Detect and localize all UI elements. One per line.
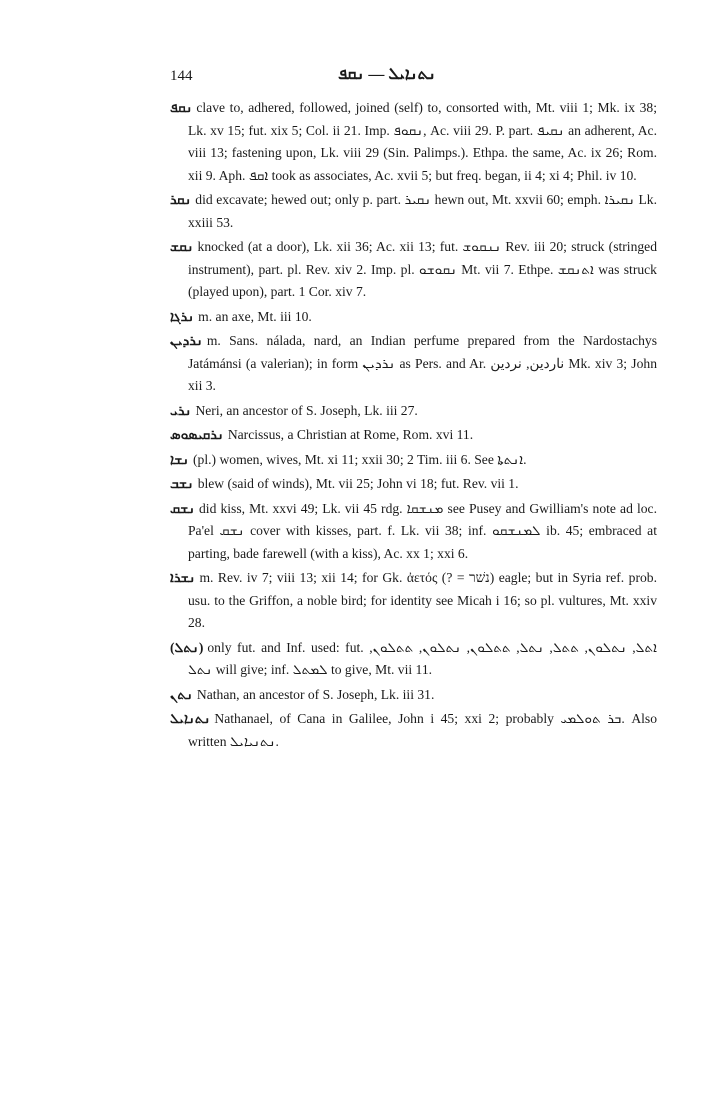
definition: clave to, adhered, followed, joined (self) to, consorted with, Mt. viii 1; Mk. ix 38; Lk. xv 15; fut. xix 5; Col. ii 21. Imp. ܢܩܘܦ, Ac. viii 29. P. part. ܢܩܝܦ an adherent, Ac. viii 13; fastening upon, Lk. viii 29 (Sin. Palimps.). Ethpa. the same, Ac. ix 26; Rom. xii 9. Aph. ܐܩܦ took as associates, Ac. xvii 5; but freq. began, ii 4; xi 4; Phil. iv 10. (188, 100, 657, 183)
entry-nqr (170, 189, 657, 234)
definition: blew (said of winds), Mt. vii 25; John vi 18; fut. Rev. vii 1. (197, 476, 519, 491)
entry-nathanael (170, 708, 657, 753)
headword: ܢܪܓܐ (170, 308, 195, 324)
entry-narcissus (170, 424, 657, 447)
definition: did excavate; hewed out; only p. part. ܢܩܝܪ hewn out, Mt. xxvii 60; emph. ܢܩܝܪܐ Lk. xxiii 53. (188, 192, 657, 230)
headword: ܢܫܒ (170, 476, 194, 491)
entry-nathan (170, 684, 657, 707)
entry-neri (170, 400, 657, 423)
entry-eagle (170, 567, 657, 635)
headword: (ܢܬܠ) (170, 639, 204, 655)
headword: ܢܩܪ (170, 192, 192, 207)
definition: Narcissus, a Christian at Rome, Rom. xvi 11. (227, 427, 474, 442)
headword: ܢܪܕܝܢ (170, 333, 203, 348)
definition: m. Sans. nálada, nard, an Indian perfume prepared from the Nardostachys Jatámánsi (a valerian); in form ܢܪܕܝܢ as Pers. and Ar. ناردين, نردين Mk. xiv 3; John xii 3. (188, 333, 657, 393)
definition: did kiss, Mt. xxvi 49; Lk. vii 45 rdg. ܡܢܫܩܐ see Pusey and Gwilliam's note ad loc. Pa'el ܢܫܩ cover with kisses, part. f. Lk. vii 38; inf. ܠܡܢܫܩܘ ib. 45; embraced at parting, bade farewell (with a kiss), Ac. xx 1; xxi 6. (188, 500, 657, 561)
entry-women (170, 449, 657, 472)
headword: ܢܫܩ (170, 500, 195, 516)
entry-list (170, 97, 657, 755)
definition: m. Rev. iv 7; viii 13; xii 14; for Gk. ἀετός (? = נשׁר) eagle; but in Syria ref. prob. usu. to the Griffon, a noble bird; for identity see Micah i 16; so pl. vultures, Mt. xxiv 28. (188, 570, 657, 630)
definition: m. an axe, Mt. iii 10. (198, 308, 312, 324)
page-number: 144 (170, 68, 193, 84)
headword: ܢܩܦ (170, 100, 193, 115)
entry-ntl (170, 637, 657, 682)
entry-nqp (170, 97, 657, 187)
headword: ܢܪܩܝܣܘܣ (170, 427, 224, 442)
entry-kiss (170, 498, 657, 566)
entry-blew (170, 473, 657, 496)
entry-nqsh (170, 236, 657, 304)
headword: ܢܩܫ (170, 239, 194, 254)
definition: only fut. and Inf. used: fut. ܐܬܠ, ܢܬܠܘܢ, ܬܬܠ, ܢܬܠ, ܬܬܠܘܢ, ܢܬܠܘܢ, ܬܬܠܘܢ, ܢܬܠ will give; inf. ܠܡܬܠ to give, Mt. vii 11. (188, 639, 657, 677)
definition: knocked (at a door), Lk. xii 36; Ac. xii 13; fut. ܢܢܩܘܫ Rev. iii 20; struck (stringed instrument), part. pl. Rev. xiv 2. Imp. pl. ܢܩܘܫܘ Mt. vii 7. Ethpe. ܐܬܢܩܫ was struck (played upon), part. 1 Cor. xiv 7. (188, 239, 657, 299)
headword: ܢܬܢ (170, 686, 193, 702)
entry-axe (170, 306, 657, 329)
definition: Neri, an ancestor of S. Joseph, Lk. iii 27. (195, 402, 418, 418)
headword: ܢܫܪܐ (170, 570, 196, 585)
headword: ܢܫܐ (170, 451, 190, 467)
headword: ܢܬܢܐܝܠ (170, 711, 211, 726)
page-header (170, 66, 590, 90)
definition: Nathanael, of Cana in Galilee, John i 45; xxi 2; probably ܒܪ ܬܘܠܡܝ. Also written ܢܬܢܝܐܝܠ. (188, 711, 657, 749)
running-head: ܢܬܢܐܝܠ — ܢܩܦ (338, 66, 436, 83)
entry-nard (170, 330, 657, 398)
headword: ܢܪܝ (170, 402, 192, 418)
definition: Nathan, an ancestor of S. Joseph, Lk. iii 31. (196, 686, 435, 702)
definition: (pl.) women, wives, Mt. xi 11; xxii 30; 2 Tim. iii 6. See ܐܢܬܬܐ. (193, 451, 527, 467)
